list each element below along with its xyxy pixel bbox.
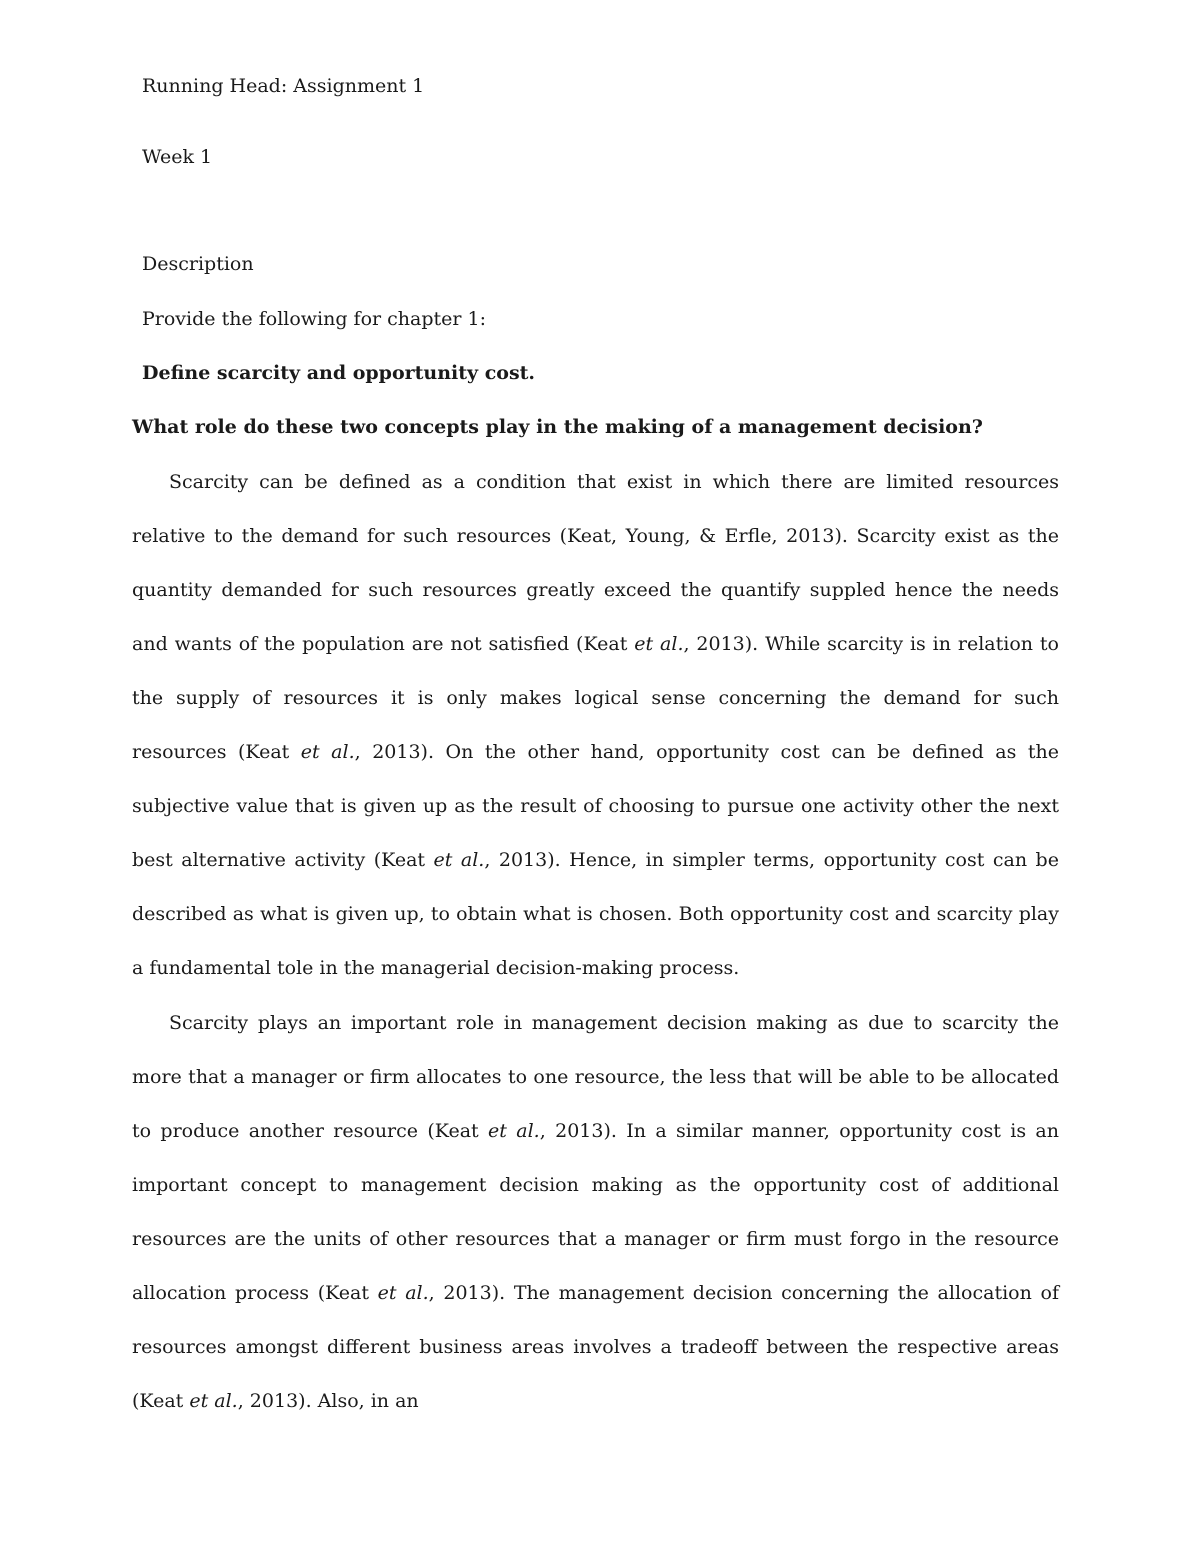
question-1: Define scarcity and opportunity cost. <box>142 362 536 384</box>
paragraph-1 <box>132 455 1059 995</box>
paragraph-text: , 2013). In a similar manner, opportunity cost is an important concept to management decision making as the opportunity cost of additional resources are the units of other resources that a manager or firm must forgo in the resource allocation process (Keat <box>132 1120 1059 1304</box>
citation-et-al: et al. <box>189 1390 238 1412</box>
paragraph-text: , 2013). On the other hand, opportunity cost can be defined as the subjective value that is given up as the result of choosing to pursue one activity other the next best alternative activity (Keat <box>132 741 1059 871</box>
paragraph-2 <box>132 996 1059 1428</box>
week-label: Week 1 <box>142 146 213 168</box>
paragraph-text: , 2013). Also, in an <box>237 1390 419 1412</box>
instruction-text: Provide the following for chapter 1: <box>142 308 487 330</box>
citation-et-al: et al. <box>433 849 485 871</box>
citation-et-al: et al. <box>488 1120 540 1142</box>
citation-et-al: et al. <box>377 1282 429 1304</box>
citation-et-al: et al. <box>300 741 355 763</box>
running-head: Running Head: Assignment 1 <box>142 75 425 97</box>
paragraph-text: , 2013). Hence, in simpler terms, opportunity cost can be described as what is given up, to obtain what is chosen. Both opportunity cost and scarcity play a fundamental tole in the managerial decision-making process. <box>132 849 1059 979</box>
paragraph-text: , 2013). The management decision concerning the allocation of resources amongst different business areas involves a tradeoff between the respective areas (Keat <box>132 1282 1059 1412</box>
paragraph-text: Scarcity plays an important role in management decision making as due to scarcity the more that a manager or firm allocates to one resource, the less that will be able to be allocated to produce another resource (Keat <box>132 1012 1059 1142</box>
paragraph-text: Scarcity can be defined as a condition that exist in which there are limited resources relative to the demand for such resources (Keat, Young, & Erfle, 2013). Scarcity exist as the quantity demanded for such resources greatly exceed the quantify suppled hence the needs and wants of the population are not satisfied (Keat <box>132 471 1059 655</box>
question-2: What role do these two concepts play in the making of a management decision? <box>132 416 983 438</box>
paragraph-text: , 2013). While scarcity is in relation to the supply of resources it is only makes logical sense concerning the demand for such resources (Keat <box>132 633 1059 763</box>
description-label: Description <box>142 253 254 275</box>
citation-et-al: et al. <box>634 633 684 655</box>
